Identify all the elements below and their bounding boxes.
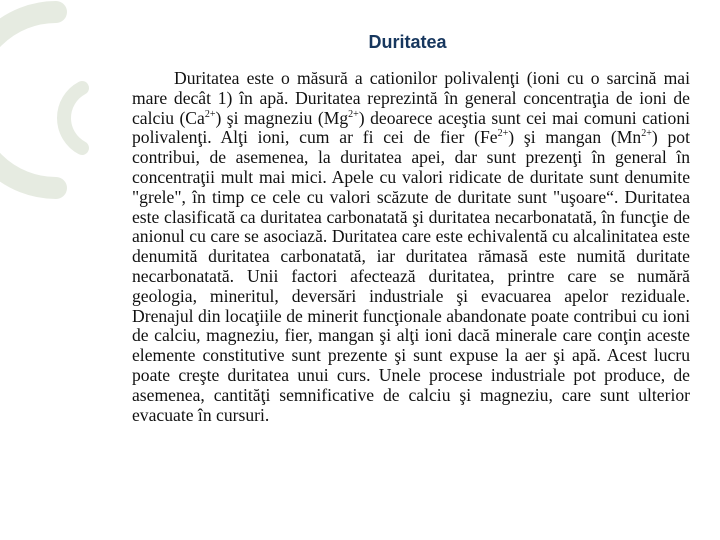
charge-superscript: 2+ xyxy=(348,108,359,120)
body-text-part-5: ) pot contribui, de asemenea, la duritatea apei, dar sunt prezenţi în general în concentraţii mult mai mici. Apele cu valori ridicate de duritate sunt denumite "grele", în timp ce cele cu valori scăzute de duritate sunt "uşoare“. Duritatea este clasificată ca duritatea carbonatată şi duritatea necarbonatată, în funcţie de anionul cu care se asociază. Duritatea care este echivalentă cu alcalinitatea este denumită duritatea carbonatată, iar duritatea rămasă este numită duritate necarbonatată. Unii factori afectează duritatea, printre care se numără geologia, mineritul, deversări industriale şi evacuarea apelor reziduale. Drenajul din locaţiile de minerit funcţionale abandonate poate contribui cu ioni de calciu, magneziu, fier, mangan şi alţi ioni dacă minerale care conţin aceste elemente constitutive sunt prezente şi sunt expuse la aer şi apă. Acest lucru poate creşte duritatea unui curs. Unele procese industriale pot produce, de asemenea, cantităţi semnificative de calciu şi magneziu, care sunt ulterior evacuate în cursuri. xyxy=(132,127,690,425)
charge-superscript: 2+ xyxy=(204,108,216,120)
body-text-part-2: ) şi magneziu (Mg xyxy=(215,107,349,128)
inner-arc xyxy=(64,88,82,148)
body-text-part-3: ) deoarece aceştia sunt cei mai comuni cationi polivalenţi. Alţi ioni, cum ar fi cei de fier (Fe xyxy=(132,107,690,148)
slide-title: Duritatea xyxy=(368,32,447,52)
decorative-arcs xyxy=(0,0,120,200)
body-text-part-4: ) şi mangan (Mn xyxy=(508,127,642,148)
body-text-part-1: Duritatea este o măsură a cationilor polivalenţi (ioni cu o sarcină mai mare decât 1) în apă. Duritatea reprezintă în general concentraţia de ioni de calciu (Ca xyxy=(132,68,690,128)
charge-superscript: 2+ xyxy=(497,128,509,140)
charge-superscript: 2+ xyxy=(641,128,652,140)
body-paragraph xyxy=(132,69,690,425)
